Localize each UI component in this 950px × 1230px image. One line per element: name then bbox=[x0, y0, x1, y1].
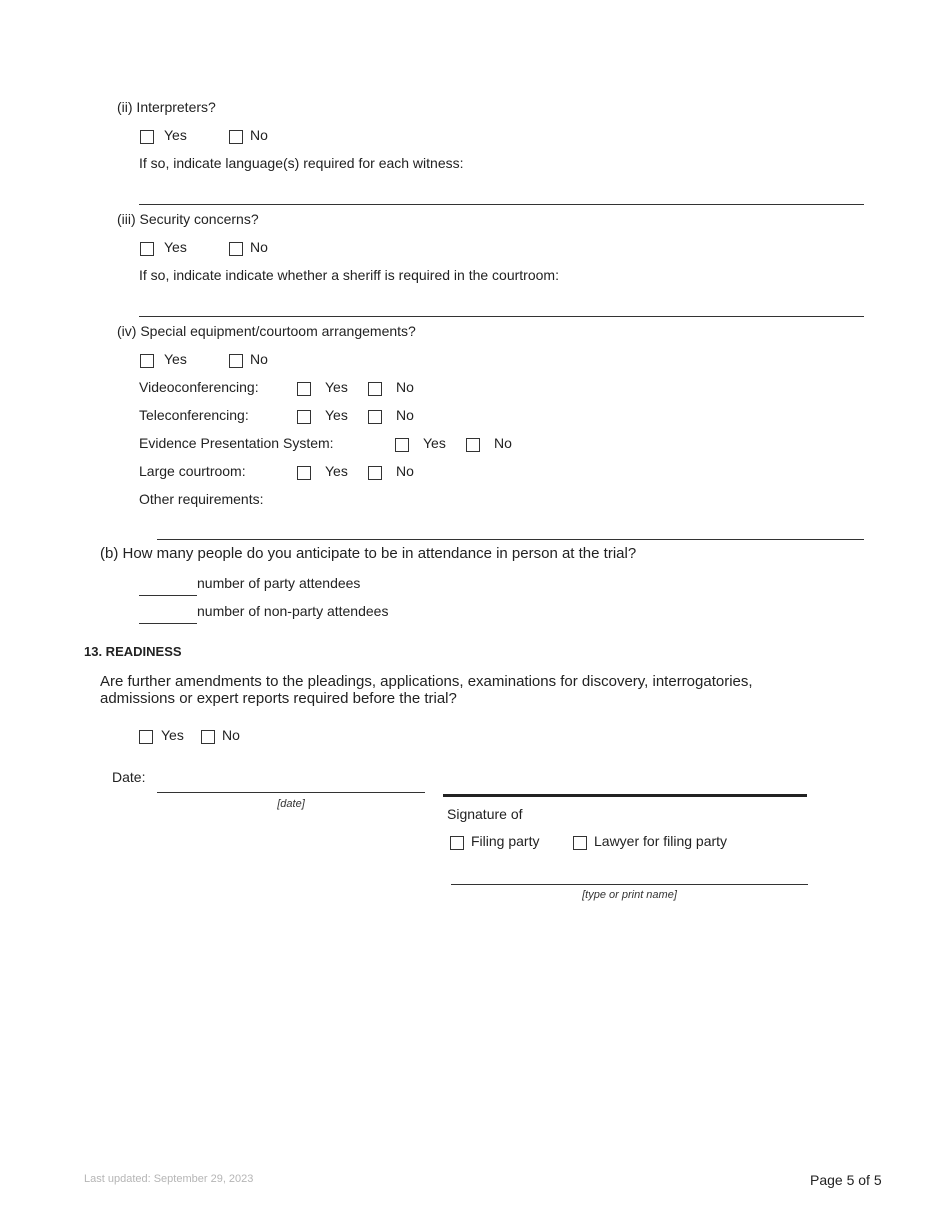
readiness-yes-label: Yes bbox=[161, 727, 184, 743]
evidence-system-yes-checkbox[interactable] bbox=[395, 438, 409, 452]
equipment-yes-checkbox[interactable] bbox=[140, 354, 154, 368]
large-courtroom-yes-label: Yes bbox=[325, 463, 348, 479]
large-courtroom-no-checkbox[interactable] bbox=[368, 466, 382, 480]
filing-party-label: Filing party bbox=[471, 833, 540, 849]
readiness-yes-checkbox[interactable] bbox=[139, 730, 153, 744]
interpreters-yes-checkbox[interactable] bbox=[140, 130, 154, 144]
interpreters-language-field[interactable] bbox=[139, 204, 864, 205]
page-number: Page 5 of 5 bbox=[810, 1172, 882, 1188]
interpreters-yes-label: Yes bbox=[164, 127, 187, 143]
lawyer-checkbox[interactable] bbox=[573, 836, 587, 850]
nonparty-attendees-field[interactable] bbox=[139, 623, 197, 624]
party-attendees-label: number of party attendees bbox=[197, 575, 361, 591]
other-requirements-label: Other requirements: bbox=[139, 491, 264, 507]
attendance-question: (b) How many people do you anticipate to be in attendance in person at the trial? bbox=[100, 545, 637, 562]
nonparty-attendees-label: number of non-party attendees bbox=[197, 603, 389, 619]
teleconferencing-no-label: No bbox=[396, 407, 414, 423]
security-followup: If so, indicate indicate whether a sheriff is required in the courtroom: bbox=[139, 267, 559, 283]
other-requirements-field[interactable] bbox=[157, 539, 864, 540]
date-caption: [date] bbox=[277, 798, 305, 810]
videoconferencing-yes-label: Yes bbox=[325, 379, 348, 395]
videoconferencing-no-label: No bbox=[396, 379, 414, 395]
large-courtroom-yes-checkbox[interactable] bbox=[297, 466, 311, 480]
evidence-system-yes-label: Yes bbox=[423, 435, 446, 451]
videoconferencing-label: Videoconferencing: bbox=[139, 379, 259, 395]
videoconferencing-no-checkbox[interactable] bbox=[368, 382, 382, 396]
teleconferencing-yes-label: Yes bbox=[325, 407, 348, 423]
print-name-field[interactable] bbox=[451, 884, 808, 885]
signature-line[interactable] bbox=[443, 794, 807, 797]
security-no-checkbox[interactable] bbox=[229, 242, 243, 256]
evidence-system-label: Evidence Presentation System: bbox=[139, 435, 334, 451]
evidence-system-no-checkbox[interactable] bbox=[466, 438, 480, 452]
interpreters-question: (ii) Interpreters? bbox=[117, 99, 216, 115]
equipment-yes-label: Yes bbox=[164, 351, 187, 367]
readiness-heading: 13. READINESS bbox=[84, 644, 182, 659]
filing-party-checkbox[interactable] bbox=[450, 836, 464, 850]
readiness-question: Are further amendments to the pleadings, applications, examinations for discovery, interrogatories, admissions or expert reports required before the trial? bbox=[100, 673, 753, 707]
interpreters-no-checkbox[interactable] bbox=[229, 130, 243, 144]
date-field[interactable] bbox=[157, 792, 425, 793]
party-attendees-field[interactable] bbox=[139, 595, 197, 596]
large-courtroom-no-label: No bbox=[396, 463, 414, 479]
videoconferencing-yes-checkbox[interactable] bbox=[297, 382, 311, 396]
equipment-no-checkbox[interactable] bbox=[229, 354, 243, 368]
interpreters-no-label: No bbox=[250, 127, 268, 143]
print-name-caption: [type or print name] bbox=[582, 889, 677, 901]
signature-of-label: Signature of bbox=[447, 806, 523, 822]
lawyer-label: Lawyer for filing party bbox=[594, 833, 728, 849]
security-sheriff-field[interactable] bbox=[139, 316, 864, 317]
last-updated: Last updated: September 29, 2023 bbox=[84, 1173, 254, 1185]
equipment-question: (iv) Special equipment/courtoom arrangements? bbox=[117, 323, 416, 339]
security-no-label: No bbox=[250, 239, 268, 255]
security-yes-checkbox[interactable] bbox=[140, 242, 154, 256]
readiness-no-label: No bbox=[222, 727, 240, 743]
interpreters-followup: If so, indicate language(s) required for each witness: bbox=[139, 155, 464, 171]
readiness-no-checkbox[interactable] bbox=[201, 730, 215, 744]
evidence-system-no-label: No bbox=[494, 435, 512, 451]
equipment-no-label: No bbox=[250, 351, 268, 367]
large-courtroom-label: Large courtroom: bbox=[139, 463, 246, 479]
security-yes-label: Yes bbox=[164, 239, 187, 255]
security-question: (iii) Security concerns? bbox=[117, 211, 259, 227]
teleconferencing-label: Teleconferencing: bbox=[139, 407, 249, 423]
teleconferencing-no-checkbox[interactable] bbox=[368, 410, 382, 424]
teleconferencing-yes-checkbox[interactable] bbox=[297, 410, 311, 424]
date-label: Date: bbox=[112, 769, 146, 785]
